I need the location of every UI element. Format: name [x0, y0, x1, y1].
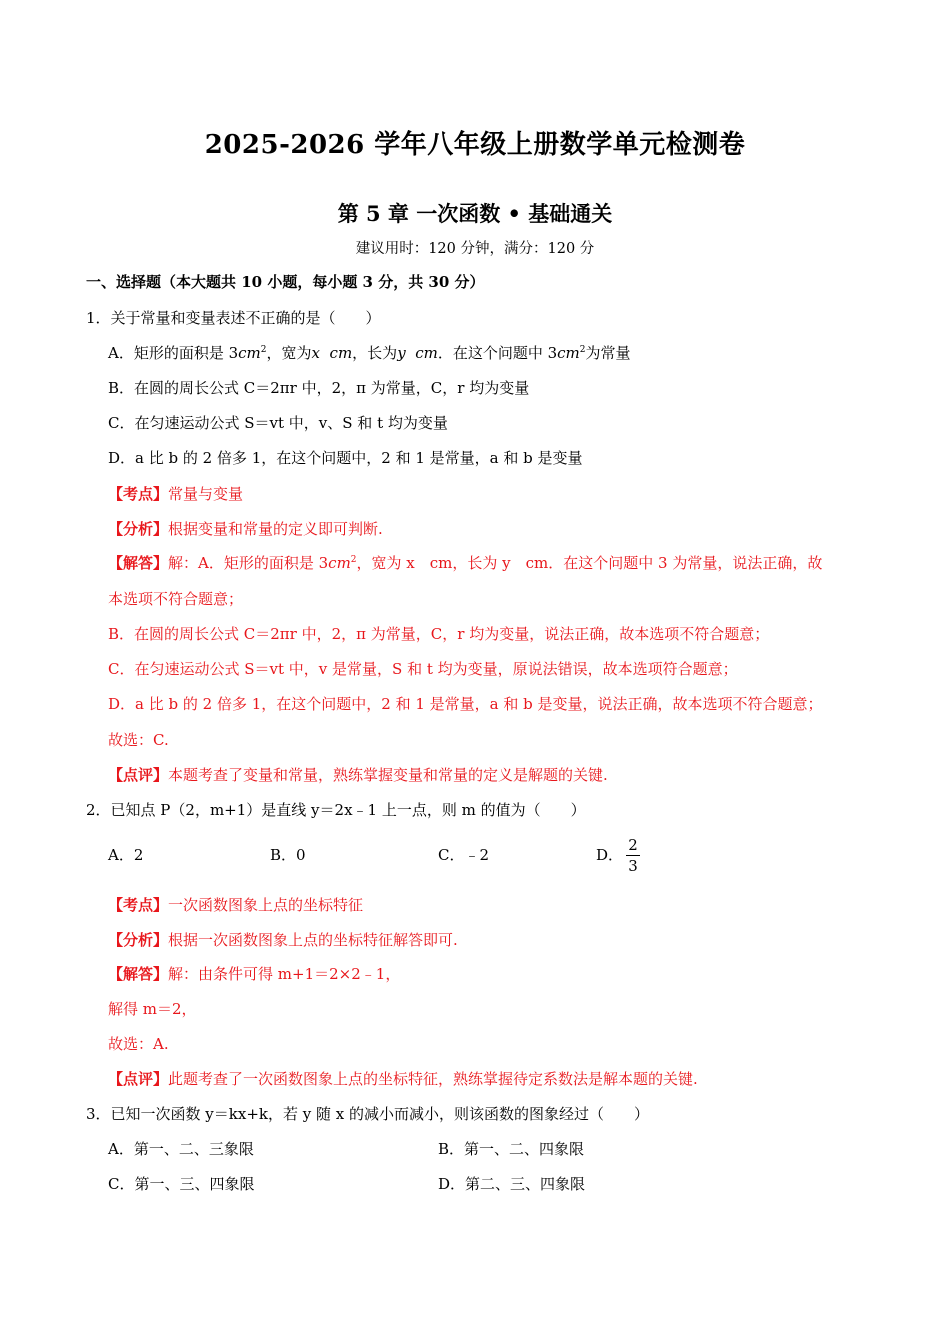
q1-kaodian: 【考点】常量与变量: [108, 485, 244, 503]
q2-fenxi: 【分析】根据一次函数图象上点的坐标特征解答即可.: [108, 931, 458, 949]
q3-stem: 3．已知一次函数 y＝kx+k，若 y 随 x 的减小而减小，则该函数的图象经过（ ）: [86, 1105, 650, 1123]
q2-option-d-fraction: [626, 836, 640, 875]
q3-option-c: C．第一、三、四象限: [108, 1175, 255, 1193]
q1-dianping: 【点评】本题考查了变量和常量，熟练掌握变量和常量的定义是解题的关键.: [108, 766, 608, 784]
q2-option-c: C．﹣2: [438, 846, 490, 864]
section-heading: 一、选择题（本大题共 10 小题，每小题 3 分，共 30 分）: [86, 273, 485, 291]
q2-stem: 2．已知点 P（2，m+1）是直线 y＝2x﹣1 上一点，则 m 的值为（ ）: [86, 801, 586, 819]
q1-stem: 1．关于常量和变量表述不正确的是（ ）: [86, 309, 381, 327]
q2-option-d: D．: [596, 846, 624, 864]
q1-option-d: D．a 比 b 的 2 倍多 1，在这个问题中，2 和 1 是常量，a 和 b 是变量: [108, 449, 583, 467]
q2-jieda-line2: 解得 m＝2，: [108, 1000, 197, 1018]
fraction-denominator: 3: [628, 857, 638, 875]
fraction-numerator: 2: [628, 836, 638, 854]
q1-option-a: A．矩形的面积是 $3cm^2$，宽为x cm，长为y cm．在这个问题中 $3cm^2$为常量: [108, 344, 631, 362]
q2-option-b: B．0: [270, 846, 306, 864]
q3-option-b: B．第一、二、四象限: [438, 1140, 585, 1158]
q1-jieda-line2: 本选项不符合题意；: [108, 590, 244, 608]
q2-jieda-line3: 故选：A.: [108, 1035, 169, 1053]
q1-jieda-line5: D．a 比 b 的 2 倍多 1，在这个问题中，2 和 1 是常量，a 和 b 是变量，说法正确，故本选项不符合题意；: [108, 695, 823, 713]
q3-option-a: A．第一、二、三象限: [108, 1140, 254, 1158]
page-title: 2025-2026 学年八年级上册数学单元检测卷: [204, 130, 746, 160]
time-info: 建议用时：120 分钟，满分：120 分: [355, 241, 595, 257]
q1-option-c: C．在匀速运动公式 S＝vt 中，v、S 和 t 均为变量: [108, 414, 448, 432]
fraction-bar: [626, 855, 640, 856]
q1-fenxi: 【分析】根据变量和常量的定义即可判断.: [108, 520, 383, 538]
q2-dianping: 【点评】此题考查了一次函数图象上点的坐标特征，熟练掌握待定系数法是解本题的关键.: [108, 1070, 698, 1088]
q1-jieda-line4: C．在匀速运动公式 S＝vt 中，v 是常量，S 和 t 均为变量，原说法错误，故本选项符合题意；: [108, 660, 738, 678]
q1-jieda-line3: B．在圆的周长公式 C＝2πr 中，2，π 为常量，C，r 均为变量，说法正确，故本选项不符合题意；: [108, 625, 770, 643]
q2-option-a: A．2: [108, 846, 144, 864]
q1-jieda-line1: 【解答】解：A．矩形的面积是 $3cm^2$，宽为 x cm，长为 y cm．在这个问题中 3 为常量，说法正确，故: [108, 554, 823, 572]
q3-option-d: D．第二、三、四象限: [438, 1175, 586, 1193]
chapter-subtitle: 第 5 章 一次函数 • 基础通关: [337, 201, 613, 226]
q2-jieda-line1: 【解答】解：由条件可得 m+1＝2×2﹣1，: [108, 965, 401, 983]
q1-jieda-line6: 故选：C.: [108, 731, 169, 749]
q1-option-b: B．在圆的周长公式 C＝2πr 中，2，π 为常量，C，r 均为变量: [108, 379, 530, 397]
q2-kaodian: 【考点】一次函数图象上点的坐标特征: [108, 896, 364, 914]
